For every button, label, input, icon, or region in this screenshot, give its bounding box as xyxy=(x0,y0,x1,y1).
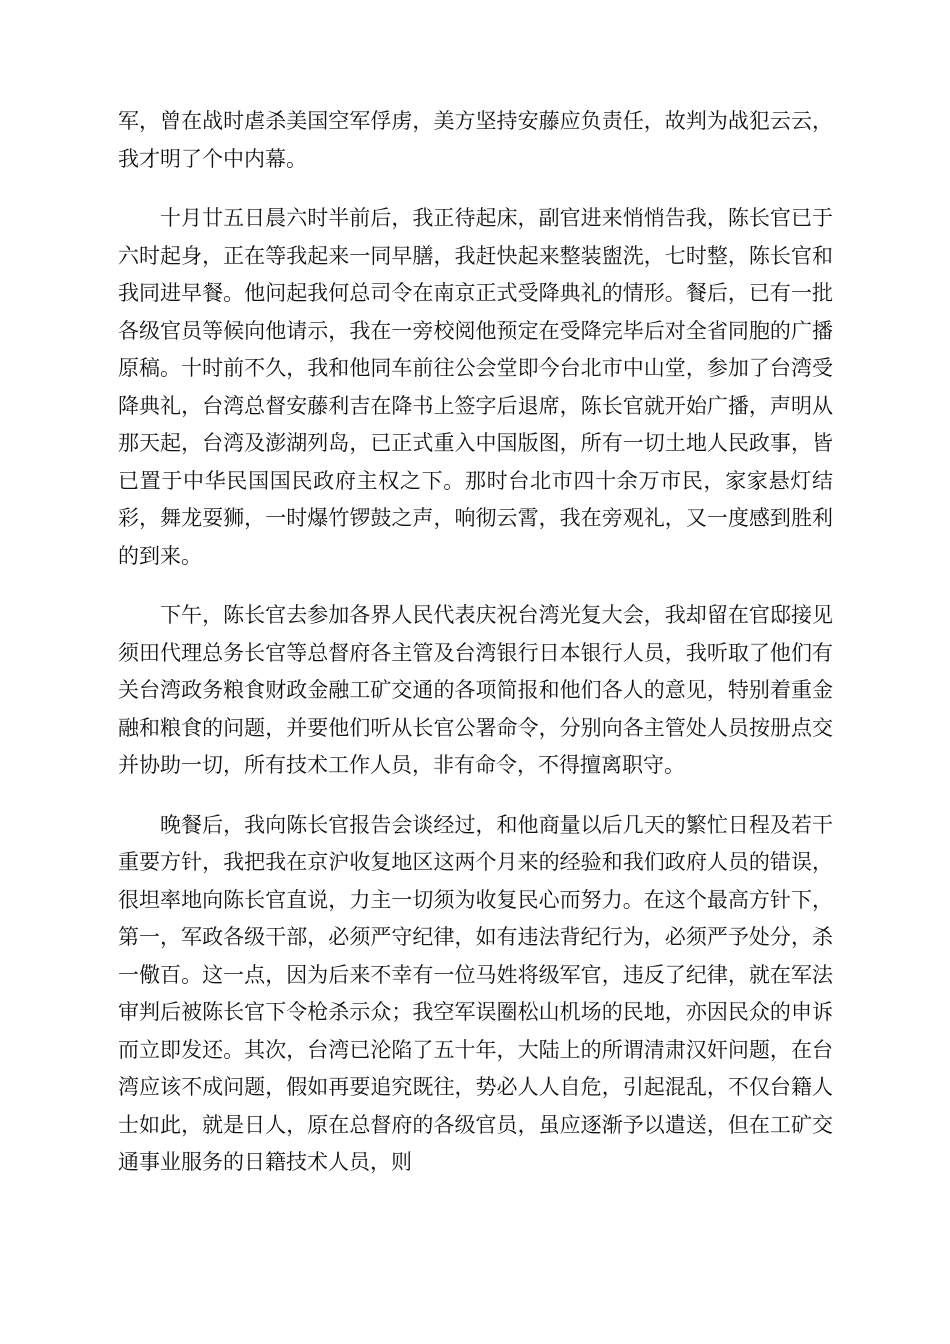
paragraph-1: 军，曾在战时虐杀美国空军俘虏，美方坚持安藤应负责任，故判为战犯云云，我才明了个中内幕。 xyxy=(118,109,833,171)
paragraph-4: 晚餐后，我向陈长官报告会谈经过，和他商量以后几天的繁忙日程及若干重要方针，我把我在京沪收复地区这两个月来的经验和我们政府人员的错误，很坦率地向陈长官直说，力主一切须为收复民心而努力。在这个最高方针下，第一，军政各级干部，必须严守纪律，如有违法背纪行为，必须严予处分，杀一儆百。这一点，因为后来不幸有一位马姓将级军官，违反了纪律，就在军法审判后被陈长官下令枪杀示众；我空军误圈松山机场的民地，亦因民众的申诉而立即发还。其次，台湾已沦陷了五十年，大陆上的所谓清肃汉奸问题，在台湾应该不成问题，假如再要追究既往，势必人人自危，引起混乱，不仅台籍人士如此，就是日人，原在总督府的各级官员，虽应逐渐予以遣送，但在工矿交通事业服务的日籍技术人员，则 xyxy=(118,812,833,1174)
paragraph-3: 下午，陈长官去参加各界人民代表庆祝台湾光复大会，我却留在官邸接见须田代理总务长官等总督府各主管及台湾银行日本银行人员，我听取了他们有关台湾政务粮食财政金融工矿交通的各项简报和他们各人的意见，特别着重金融和粮食的问题，并要他们听从长官公署命令，分别向各主管处人员按册点交并协助一切，所有技术工作人员，非有命令，不得擅离职守。 xyxy=(118,603,833,777)
document-page xyxy=(118,103,833,1204)
paragraph-2: 十月廿五日晨六时半前后，我正待起床，副官进来悄悄告我，陈长官已于六时起身，正在等我起来一同早膳，我赶快起来整装盥洗，七时整，陈长官和我同进早餐。他问起我何总司令在南京正式受降典礼的情形。餐后，已有一批各级官员等候向他请示，我在一旁校阅他预定在受降完毕后对全省同胞的广播原稿。十时前不久，我和他同车前往公会堂即今台北市中山堂，参加了台湾受降典礼，台湾总督安藤利吉在降书上签字后退席，陈长官就开始广播，声明从那天起，台湾及澎湖列岛，已正式重入中国版图，所有一切土地人民政事，皆已置于中华民国国民政府主权之下。那时台北市四十余万市民，家家悬灯结彩，舞龙耍狮，一时爆竹锣鼓之声，响彻云霄，我在旁观礼，又一度感到胜利的到来。 xyxy=(118,206,833,568)
